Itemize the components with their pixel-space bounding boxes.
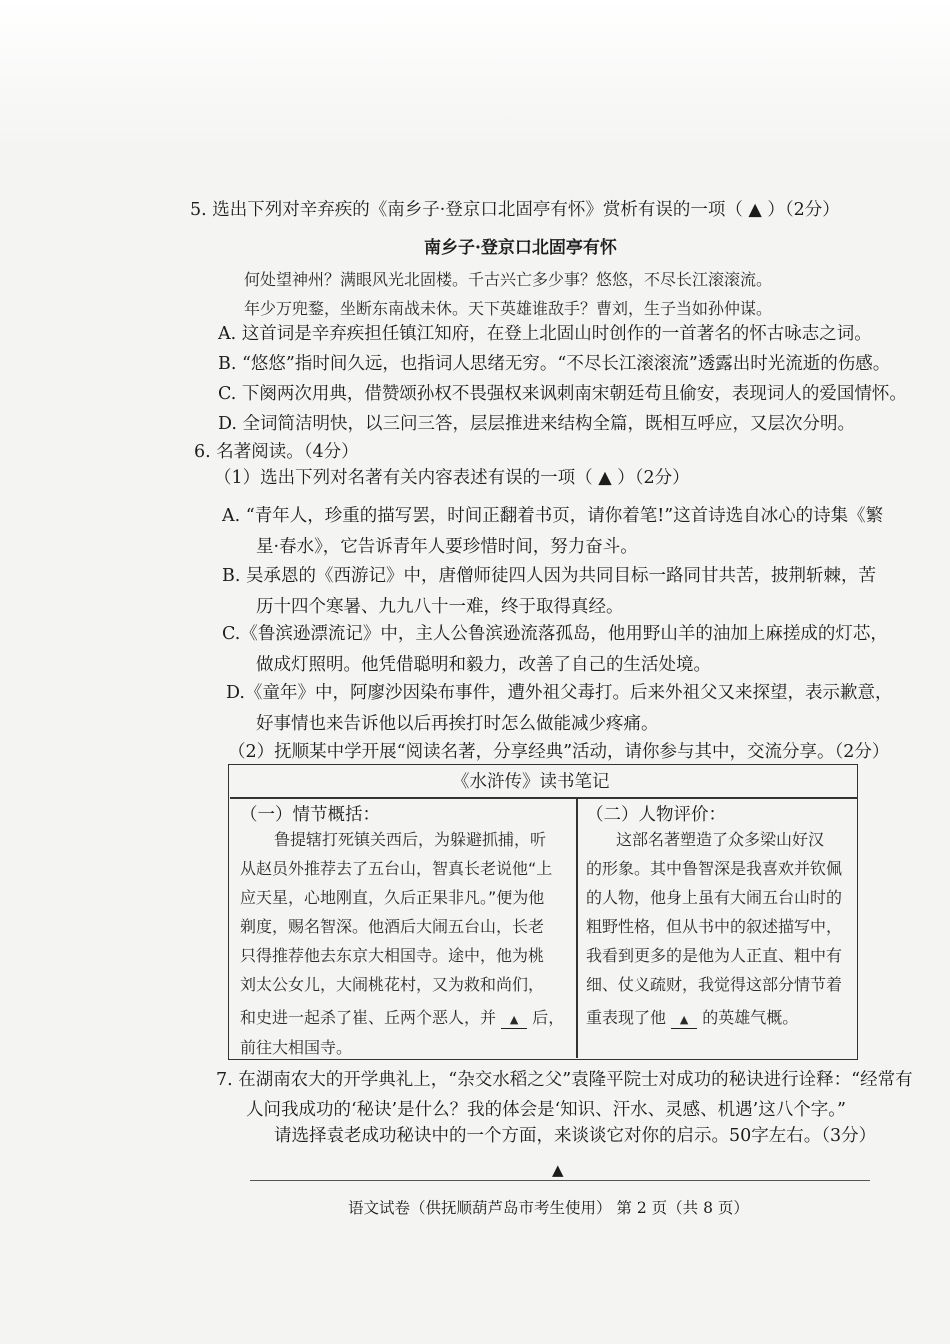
q5-option-b: B. “悠悠”指时间久远，也指词人思绪无穷。“不尽长江滚滚流”透露出时光流逝的伤感。 [218, 354, 891, 374]
review-line: 粗野性格，但从书中的叙述描写中， [586, 917, 843, 936]
plot-line: 只得推荐他去东京大相国寺。途中，他为桃 [240, 946, 545, 965]
answer-blank[interactable]: ▲ [501, 1012, 527, 1029]
q5-stem: 5. 选出下列对辛弃疾的《南乡子·登京口北固亭有怀》赏析有误的一项（ ▲ ）（2分） [190, 200, 840, 220]
q6-a-line2: 星·春水》，它告诉青年人要珍惜时间，努力奋斗。 [256, 537, 638, 557]
plot-line: 鲁提辖打死镇关西后，为躲避抓捕，听 [274, 830, 547, 849]
q6-b-line1: B. 吴承恩的《西游记》中，唐僧师徒四人因为共同目标一路同甘共苦，披荆斩棘，苦 [222, 566, 876, 586]
plot-line-tail: 后， [532, 1008, 565, 1027]
q7-line3: 请选择袁老成功秘诀中的一个方面，来谈谈它对你的启示。50字左右。（3分） [274, 1126, 877, 1146]
q6-d-line2: 好事情也来告诉他以后再挨打时怎么做能减少疼痛。 [256, 714, 659, 734]
scan-shadow [0, 0, 950, 150]
poem-line-2: 年少万兜鍪，坐断东南战未休。天下英雄谁敌手？曹刘，生子当如孙仲谋。 [244, 299, 773, 318]
plot-summary-heading: （一）情节概括： [240, 805, 380, 825]
q7-line2: 人问我成功的‘秘诀’是什么？我的体会是‘知识、汗水、灵感、机遇’这八个字。” [246, 1100, 846, 1120]
q6-sub2: （2）抚顺某中学开展“阅读名著，分享经典”活动，请你参与其中，交流分享。（2分） [228, 742, 890, 762]
plot-line: 从赵员外推荐去了五台山，智真长老说他“上 [240, 859, 553, 878]
review-line-with-blank [586, 1006, 798, 1030]
q6-c-line2: 做成灯照明。他凭借聪明和毅力，改善了自己的生活处境。 [256, 655, 711, 675]
plot-line-with-blank [240, 1006, 564, 1030]
page-footer: 语文试卷（供抚顺葫芦岛市考生使用） 第 2 页（共 8 页） [348, 1199, 749, 1217]
plot-line: 和史进一起杀了崔、丘两个恶人，并 [240, 1008, 497, 1027]
poem-title: 南乡子·登京口北固亭有怀 [424, 238, 617, 258]
plot-line: 前往大相国寺。 [240, 1038, 353, 1057]
q5-option-a: A. 这首词是辛弃疾担任镇江知府，在登上北固山时创作的一首著名的怀古咏志之词。 [218, 324, 872, 344]
review-line: 细、仗义疏财，我觉得这部分情节着 [586, 975, 843, 994]
table-title-divider [230, 797, 857, 799]
footer-rule [250, 1180, 870, 1181]
q6-c-line1: C.《鲁滨逊漂流记》中，主人公鲁滨逊流落孤岛，他用野山羊的油加上麻搓成的灯芯， [222, 624, 888, 644]
q6-b-line2: 历十四个寒暑、九九八十一难，终于取得真经。 [256, 597, 624, 617]
table-column-divider [576, 798, 578, 1058]
plot-line: 剃度，赐名智深。他酒后大闹五台山，长老 [240, 917, 545, 936]
review-line: 重表现了他 [586, 1008, 667, 1027]
q5-option-d: D. 全词简洁明快，以三问三答，层层推进来结构全篇，既相互呼应，又层次分明。 [218, 414, 856, 434]
q6-stem: 6. 名著阅读。（4分） [194, 442, 359, 462]
q7-line1: 7. 在湖南农大的开学典礼上，“杂交水稻之父”袁隆平院士对成功的秘诀进行诠释：“经常有 [216, 1070, 913, 1090]
review-line: 这部名著塑造了众多梁山好汉 [616, 830, 825, 849]
q7-answer-mark[interactable]: ▲ [552, 1161, 564, 1179]
review-line-tail: 的英雄气概。 [702, 1008, 799, 1027]
table-title: 《水浒传》读书笔记 [452, 772, 610, 792]
plot-line: 应天星，心地刚直，久后正果非凡。”便为他 [240, 888, 545, 907]
review-line: 的人物，他身上虽有大闹五台山时的 [586, 888, 843, 907]
plot-line: 刘太公女儿，大闹桃花村，又为救和尚们， [240, 975, 545, 994]
review-line: 的形象。其中鲁智深是我喜欢并钦佩 [586, 859, 843, 878]
q6-sub1: （1）选出下列对名著有关内容表述有误的一项（ ▲ ）（2分） [214, 468, 690, 488]
q6-a-line1: A. “青年人，珍重的描写罢，时间正翻着书页，请你着笔!”这首诗选自冰心的诗集《繁 [222, 506, 884, 526]
q6-d-line1: D.《童年》中，阿廖沙因染布事件，遭外祖父毒打。后来外祖父又来探望，表示歉意， [226, 683, 893, 703]
review-line: 我看到更多的是他为人正直、粗中有 [586, 946, 843, 965]
answer-blank[interactable]: ▲ [671, 1012, 697, 1029]
character-review-heading: （二）人物评价： [586, 805, 726, 825]
q5-option-c: C. 下阕两次用典，借赞颂孙权不畏强权来讽刺南宋朝廷苟且偷安，表现词人的爱国情怀。 [218, 384, 907, 404]
poem-line-1: 何处望神州？满眼风光北固楼。千古兴亡多少事？悠悠，不尽长江滚滚流。 [244, 270, 773, 289]
